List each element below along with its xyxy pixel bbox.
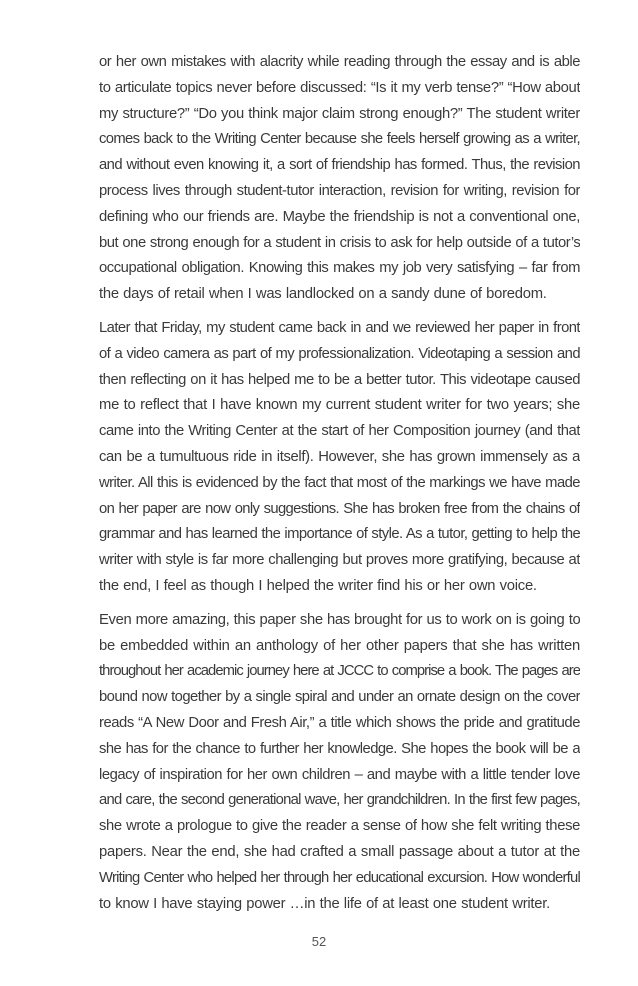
- page-number: 52: [311, 934, 327, 949]
- text-line: Later that Friday, my student came back in and we reviewed her paper in front: [99, 319, 580, 336]
- text-line: of a video camera as part of my professionalization. Videotaping a session and: [99, 345, 580, 362]
- text-line: or her own mistakes with alacrity while reading through the essay and is able: [99, 54, 580, 70]
- text-line: and care, the second generational wave, her grandchildren. In the first few pages,: [99, 792, 580, 809]
- text-line: she wrote a prologue to give the reader a sense of how she felt writing these: [99, 818, 580, 835]
- text-line: can be a tumultuous ride in itself). However, she has grown immensely as a: [99, 448, 580, 465]
- text-line: process lives through student-tutor interaction, revision for writing, revision for: [99, 182, 580, 199]
- text-line: and without even knowing it, a sort of friendship has formed. Thus, the revision: [99, 157, 580, 174]
- text-line: grammar and has learned the importance of style. As a tutor, getting to help the: [99, 526, 580, 543]
- text-line: reads “A New Door and Fresh Air,” a title which shows the pride and gratitude: [99, 714, 580, 731]
- text-line: comes back to the Writing Center because she feels herself growing as a writer,: [99, 131, 580, 148]
- body-text: [99, 50, 580, 925]
- text-line: occupational obligation. Knowing this makes my job very satisfying – far from: [99, 260, 580, 277]
- text-line: to articulate topics never before discussed: “Is it my verb tense?” “How about: [99, 79, 580, 96]
- text-line: defining who our friends are. Maybe the friendship is not a conventional one,: [99, 208, 580, 225]
- text-line: my structure?” “Do you think major claim strong enough?” The student writer: [99, 105, 580, 122]
- text-line: but one strong enough for a student in crisis to ask for help outside of a tutor’s: [99, 234, 580, 251]
- text-line: Even more amazing, this paper she has brought for us to work on is going to: [99, 611, 580, 628]
- text-line: on her paper are now only suggestions. She has broken free from the chains of: [99, 500, 580, 517]
- text-line: throughout her academic journey here at JCCC to comprise a book. The pages are: [99, 663, 580, 680]
- text-line: to know I have staying power …in the life of at least one student writer.: [99, 895, 550, 912]
- text-line: the days of retail when I was landlocked on a sandy dune of boredom.: [99, 286, 547, 303]
- text-line: came into the Writing Center at the start of her Composition journey (and that: [99, 423, 580, 440]
- text-line: the end, I feel as though I helped the writer find his or her own voice.: [99, 577, 537, 594]
- text-line: writer with style is far more challenging but proves more gratifying, because at: [99, 552, 580, 569]
- text-line: legacy of inspiration for her own children – and maybe with a little tender love: [99, 766, 580, 783]
- text-line: me to reflect that I have known my current student writer for two years; she: [99, 397, 580, 414]
- paragraph: [99, 50, 580, 308]
- paragraph: [99, 316, 580, 600]
- text-line: then reflecting on it has helped me to be a better tutor. This videotape caused: [99, 371, 580, 388]
- paragraph: [99, 608, 580, 918]
- text-line: papers. Near the end, she had crafted a small passage about a tutor at the: [99, 843, 580, 860]
- text-line: writer. All this is evidenced by the fact that most of the markings we have made: [99, 474, 580, 491]
- text-line: Writing Center who helped her through her educational excursion. How wonderful: [99, 869, 580, 886]
- text-line: be embedded within an anthology of her other papers that she has written: [99, 637, 580, 654]
- text-line: bound now together by a single spiral and under an ornate design on the cover: [99, 689, 580, 706]
- text-line: she has for the chance to further her knowledge. She hopes the book will be a: [99, 740, 580, 757]
